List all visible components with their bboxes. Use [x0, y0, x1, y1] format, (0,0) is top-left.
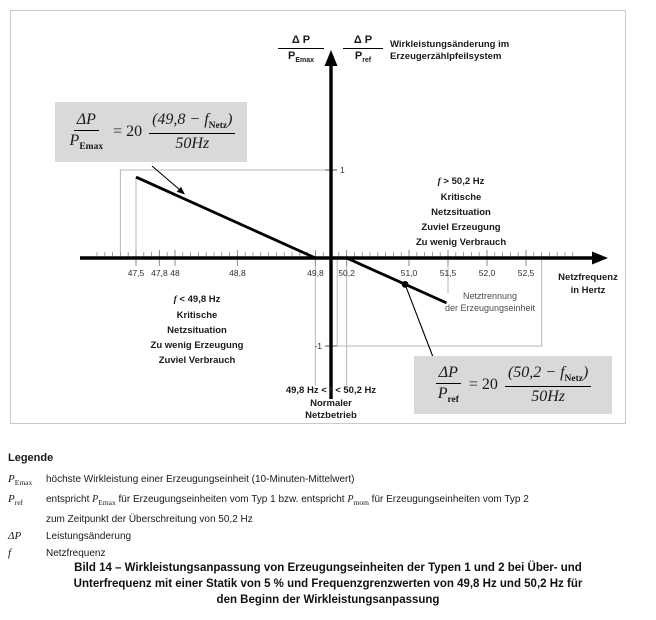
symbol-pemax-inline: $P_{Emax}$: [92, 494, 116, 508]
x-tick-label: 47,8: [151, 268, 168, 278]
symbol-pmom-inline: $P_{mom}$: [347, 494, 369, 508]
x-tick-label: 47,5: [127, 268, 145, 278]
x-tick-label: 49,8: [307, 268, 324, 278]
formula-underfrequency: [55, 102, 247, 162]
underfrequency-info: f < 49,8 Hz Kritische Netzsituation Zu wenig Erzeugung Zuviel Verbrauch: [150, 294, 244, 366]
data-line-underfrequency: [136, 177, 315, 258]
fraction-denominator: $P_{Emax}$: [287, 50, 315, 65]
y-tick-label: -1: [314, 341, 322, 351]
lhs-fraction: $\frac{\Delta P}{P_{Emax}}$: [69, 111, 104, 153]
y-axis-arrow: [325, 50, 338, 66]
rhs-fraction: $\frac{(50,2 - f_{Netz})}{50Hz}$: [505, 364, 591, 405]
fraction-numerator: Δ P: [278, 34, 324, 49]
x-tick-label: 50,2: [338, 268, 355, 278]
x-tick-label: 52,0: [478, 268, 496, 278]
x-tick-label: 52,5: [517, 268, 535, 278]
legend-row-pref: $P_{ref}$ entspricht $P_{Emax}$ für Erzeugungseinheiten vom Typ 1 bzw. entspricht $P_{mom}$ für Erzeugungseinheiten vom Typ 2 zum Zeitpunkt der Überschreitung von 50,2 Hz: [8, 493, 529, 526]
equals-factor: = 20: [113, 123, 143, 140]
y-axis-note: Wirkleistungsänderung im Erzeugerzählpfeilsystem: [390, 39, 510, 62]
x-tick-label: 51,5: [439, 268, 457, 278]
netztrennung-label: Netztrennung der Erzeugungseinheit: [444, 291, 536, 313]
legend-list: [8, 471, 652, 562]
x-tick-label: 51,0: [400, 268, 418, 278]
formula-overfrequency: [414, 356, 612, 414]
legend-title: Legende: [8, 452, 54, 464]
legend-row-f: f Netzfrequenz: [8, 545, 652, 562]
symbol-deltap: ΔP: [8, 530, 22, 543]
x-axis-label: Netzfrequenz in Hertz: [558, 272, 618, 296]
figure-caption: Bild 14 – Wirkleistungsanpassung von Erzeugungseinheiten der Typen 1 und 2 bei Über- und Unterfrequenz mit einer Statik von 5 % und Frequenzgrenzwerten von 49,8 Hz und 50,2 Hz für den Beginn der Wirkleistungsanpassung: [73, 562, 583, 606]
normal-operation-info: 49,8 Hz < f < 50,2 Hz Normaler Netzbetrieb: [285, 385, 377, 421]
legend-row-pemax: $P_{Emax}$ höchste Wirkleistung einer Erzeugungseinheit (10-Minuten-Mittelwert): [8, 471, 652, 491]
symbol-pref: $P_{ref}$: [8, 493, 24, 508]
fraction-denominator: $P_{ref}$: [354, 50, 372, 65]
y-tick-label: 1: [340, 165, 345, 175]
x-tick-label: 48: [170, 268, 180, 278]
legend-row-deltap: ΔP Leistungsänderung: [8, 528, 652, 545]
overfrequency-info: f > 50,2 Hz Kritische Netzsituation Zuviel Erzeugung Zu wenig Verbrauch: [415, 176, 507, 248]
y-axis-label-right: [343, 34, 383, 67]
x-axis-arrow: [592, 252, 608, 265]
symbol-f: f: [8, 547, 12, 560]
x-tick-label: 48,8: [229, 268, 246, 278]
equals-factor: = 20: [468, 376, 498, 393]
lhs-fraction: $\frac{\Delta P}{P_{ref}}$: [437, 364, 459, 406]
fraction-numerator: Δ P: [343, 34, 383, 49]
y-axis-label-left: [278, 34, 324, 67]
symbol-pemax: $P_{Emax}$: [8, 473, 33, 488]
rhs-fraction: $\frac{(49,8 - f_{Netz})}{50Hz}$: [149, 111, 235, 152]
